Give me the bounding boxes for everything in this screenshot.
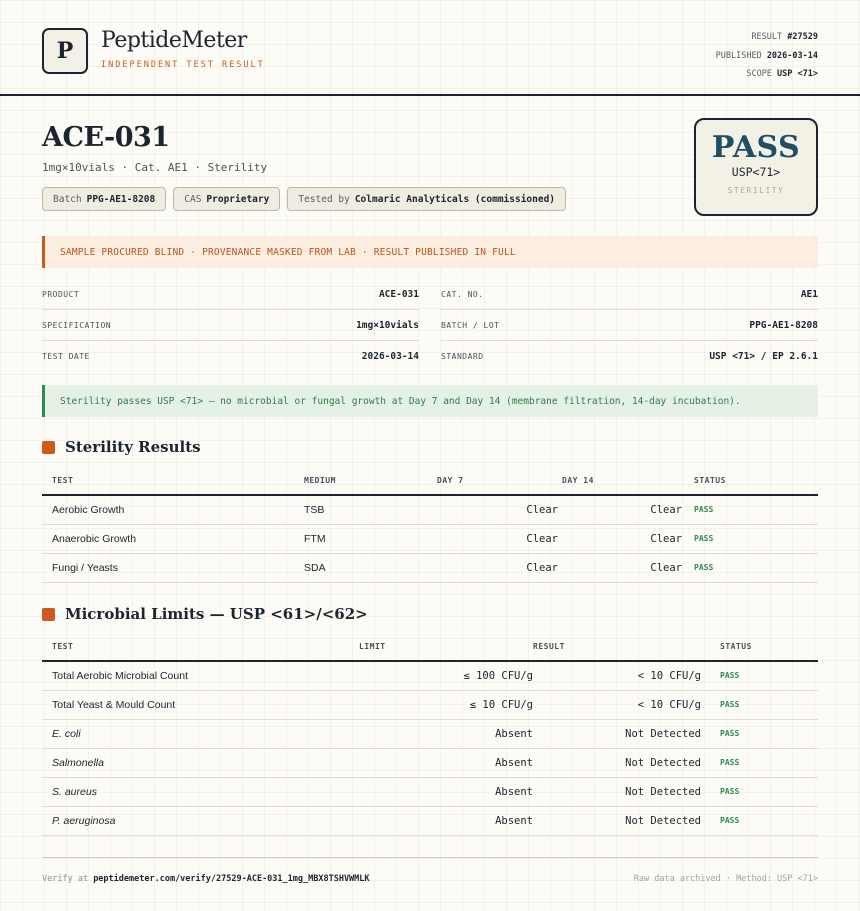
section-square-icon <box>42 441 55 454</box>
column-header: TEST <box>42 466 304 495</box>
status-badge: PASS <box>720 661 818 690</box>
table-row <box>42 495 818 524</box>
day7-result: Clear <box>437 524 562 553</box>
limit: ≤ 10 CFU/g <box>359 690 533 719</box>
section-square-icon <box>42 608 55 621</box>
info-cell: CAT. NO. AE1 <box>441 280 818 310</box>
test-name: S. aureus <box>42 777 359 806</box>
microbial-table <box>42 632 818 836</box>
info-cell: BATCH / LOT PPG-AE1-8208 <box>441 311 818 341</box>
table-row <box>42 553 818 582</box>
footer-divider <box>42 857 818 858</box>
column-header: DAY 14 <box>562 466 694 495</box>
test-name: E. coli <box>42 719 359 748</box>
info-cell: STANDARD USP <71> / EP 2.6.1 <box>441 350 818 362</box>
brand-name: PeptideMeter <box>101 28 247 53</box>
limit: Absent <box>359 748 533 777</box>
brand-subtitle: INDEPENDENT TEST RESULT <box>101 60 265 70</box>
column-header: STATUS <box>720 632 818 661</box>
limit: ≤ 100 CFU/g <box>359 661 533 690</box>
status-badge: PASS <box>694 495 818 524</box>
column-header: RESULT <box>533 632 720 661</box>
microbial-heading <box>42 605 368 623</box>
test-name: Total Yeast & Mould Count <box>42 690 359 719</box>
column-header: MEDIUM <box>304 466 437 495</box>
info-cell: TEST DATE 2026-03-14 <box>42 350 419 362</box>
test-name: Aerobic Growth <box>42 495 304 524</box>
published-date: PUBLISHED 2026-03-14 <box>715 50 818 61</box>
product-tags <box>42 187 566 211</box>
result: Not Detected <box>533 777 720 806</box>
logo-icon: P <box>42 28 88 74</box>
product-title: ACE-031 <box>42 122 170 153</box>
limit: Absent <box>359 719 533 748</box>
verify-link[interactable]: peptidemeter.com/verify/27529-ACE-031_1mg_MBX8TSHVWMLK <box>93 874 370 884</box>
column-header: TEST <box>42 632 359 661</box>
table-row <box>42 748 818 777</box>
column-header: STATUS <box>694 466 818 495</box>
footer-note: Raw data archived · Method: USP <71> <box>633 874 818 884</box>
table-row <box>42 524 818 553</box>
summary-banner: Sterility passes USP <71> — no microbial or fungal growth at Day 7 and Day 14 (membrane filtration, 14-day incubation). <box>42 385 818 417</box>
sterility-heading <box>42 438 201 456</box>
day14-result: Clear <box>562 495 694 524</box>
table-header-row <box>42 632 818 661</box>
cas-tag: CAS Proprietary <box>173 187 280 211</box>
limit: Absent <box>359 806 533 835</box>
info-row <box>42 311 818 341</box>
day7-result: Clear <box>437 553 562 582</box>
status-badge: PASS <box>720 806 818 835</box>
sterility-table <box>42 466 818 583</box>
result: Not Detected <box>533 719 720 748</box>
table-row <box>42 690 818 719</box>
report-header <box>0 0 860 96</box>
test-name: Fungi / Yeasts <box>42 553 304 582</box>
table-row <box>42 661 818 690</box>
status-badge: PASS <box>720 777 818 806</box>
test-name: Total Aerobic Microbial Count <box>42 661 359 690</box>
status-badge: PASS <box>720 690 818 719</box>
product-subtitle: 1mg×10vials · Cat. AE1 · Sterility <box>42 161 268 174</box>
stamp-result: PASS <box>711 130 801 165</box>
stamp-scope: STERILITY <box>727 186 785 195</box>
status-badge: PASS <box>694 553 818 582</box>
status-badge: PASS <box>720 748 818 777</box>
column-header: LIMIT <box>359 632 533 661</box>
batch-tag: Batch PPG-AE1-8208 <box>42 187 166 211</box>
report-meta <box>716 28 818 84</box>
stamp-standard: USP<71> <box>731 165 781 179</box>
pass-stamp <box>694 118 818 216</box>
day14-result: Clear <box>562 553 694 582</box>
info-cell: SPECIFICATION 1mg×10vials <box>42 311 419 341</box>
result: Not Detected <box>533 806 720 835</box>
table-header-row <box>42 466 818 495</box>
blind-notice: SAMPLE PROCURED BLIND · PROVENANCE MASKED FROM LAB · RESULT PUBLISHED IN FULL <box>42 236 818 268</box>
info-row <box>42 341 818 371</box>
table-row <box>42 806 818 835</box>
scope: SCOPE USP <71> <box>746 69 818 79</box>
day14-result: Clear <box>562 524 694 553</box>
result-number: RESULT #27529 <box>751 32 818 42</box>
day7-result: Clear <box>437 495 562 524</box>
info-row <box>42 280 818 310</box>
verify-text: Verify at peptidemeter.com/verify/27529-ACE-031_1mg_MBX8TSHVWMLK <box>42 874 370 884</box>
section-title: Sterility Results <box>65 438 201 456</box>
test-name: Anaerobic Growth <box>42 524 304 553</box>
table-row <box>42 719 818 748</box>
column-header: DAY 7 <box>437 466 562 495</box>
info-cell: PRODUCT ACE-031 <box>42 280 419 310</box>
medium: SDA <box>304 553 437 582</box>
status-badge: PASS <box>720 719 818 748</box>
medium: TSB <box>304 495 437 524</box>
table-row <box>42 777 818 806</box>
status-badge: PASS <box>694 524 818 553</box>
result: Not Detected <box>533 748 720 777</box>
result: < 10 CFU/g <box>533 661 720 690</box>
result: < 10 CFU/g <box>533 690 720 719</box>
limit: Absent <box>359 777 533 806</box>
tested-by-tag: Tested by Colmaric Analyticals (commissioned) <box>287 187 566 211</box>
section-title: Microbial Limits — USP <61>/<62> <box>65 605 368 623</box>
medium: FTM <box>304 524 437 553</box>
test-name: P. aeruginosa <box>42 806 359 835</box>
test-name: Salmonella <box>42 748 359 777</box>
